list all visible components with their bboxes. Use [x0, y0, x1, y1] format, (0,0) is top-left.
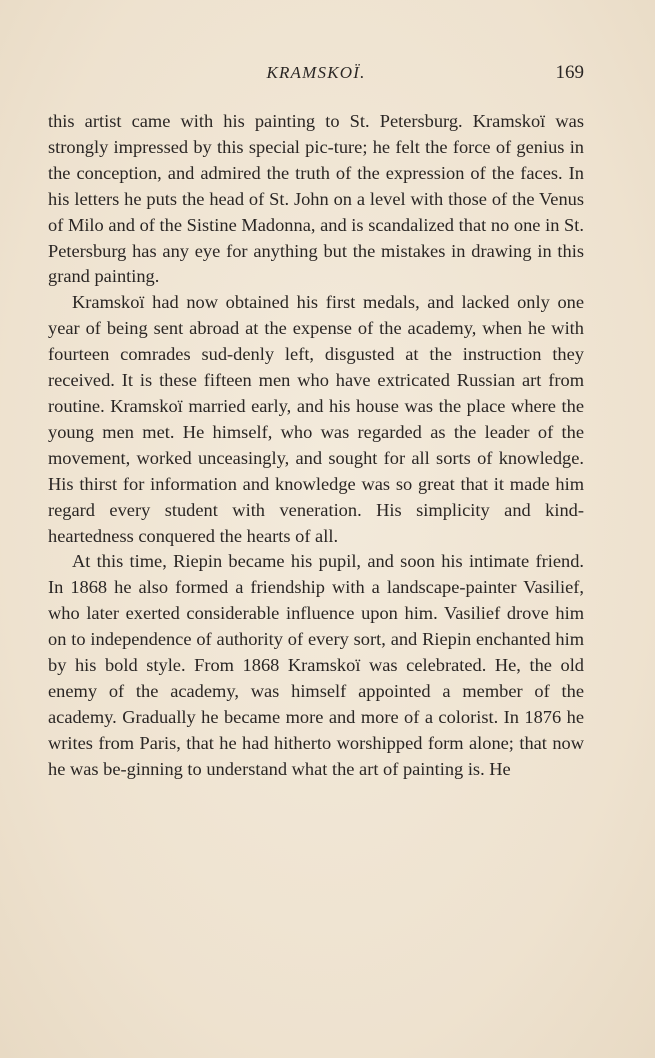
running-head [48, 60, 584, 86]
paragraph-riepin-pupil: At this time, Riepin became his pupil, and soon his intimate friend. In 1868 he also formed a friendship with a landscape-painter Vasilief, who later exerted considerable influence upon him. Vasilief drove him on to independence of authority of every sort, and Riepin enchanted him by his bold style. From 1868 Kramskoï was celebrated. He, the old enemy of the academy, was himself appointed a member of the academy. Gradually he became more and more of a colorist. In 1876 he writes from Paris, that he had hitherto worshipped form alone; that now he was be-ginning to understand what the art of painting is. He [48, 551, 584, 779]
running-title: KRAMSKOÏ. [266, 63, 366, 82]
paragraph-kramskoi-medals: Kramskoï had now obtained his first medals, and lacked only one year of being sent abroad at the expense of the academy, when he with fourteen comrades sud-denly left, disgusted at the instruction they received. It is these fifteen men who have extricated Russian art from routine. Kramskoï married early, and his house was the place where the young men met. He himself, who was regarded as the leader of the movement, worked unceasingly, and sought for all sorts of knowledge. His thirst for information and knowledge was so great that it made him regard every student with veneration. His simplicity and kind-heartedness conquered the hearts of all. [48, 292, 584, 546]
body-text [48, 109, 584, 783]
page-number: 169 [555, 62, 584, 83]
paragraph-continued: this artist came with his painting to St. Petersburg. Kramskoï was strongly impressed by this special pic-ture; he felt the force of genius in the conception, and admired the truth of the expression of the faces. In his letters he puts the head of St. John on a level with those of the Venus of Milo and of the Sistine Madonna, and is scandalized that no one in St. Petersburg has any eye for anything but the mistakes in drawing in this grand painting. [48, 111, 584, 287]
